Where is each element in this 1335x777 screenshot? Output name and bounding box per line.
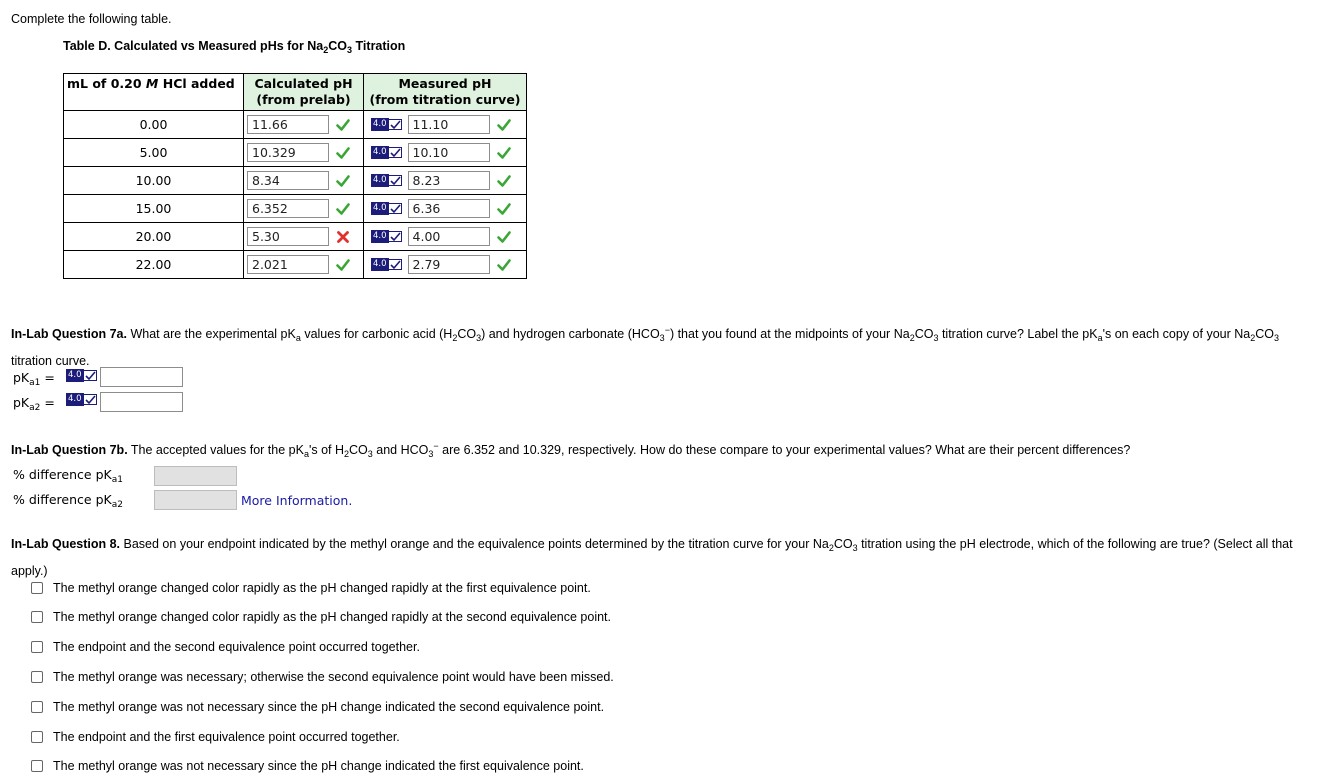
correct-check-icon bbox=[336, 118, 350, 132]
table-row bbox=[64, 223, 527, 251]
correct-check-icon bbox=[497, 146, 511, 160]
version-badge: 4.0 bbox=[371, 258, 402, 271]
correct-check-icon bbox=[336, 146, 350, 160]
checkbox[interactable] bbox=[31, 671, 43, 683]
q8-option-label: The methyl orange was necessary; otherwise the second equivalence point would have been missed. bbox=[53, 670, 614, 684]
version-badge: 4.0 bbox=[371, 174, 402, 187]
diff-pka1-input[interactable] bbox=[154, 466, 237, 486]
pka2-version-badge: 4.0 bbox=[66, 393, 97, 406]
correct-check-icon bbox=[497, 202, 511, 216]
version-badge: 4.0 bbox=[371, 118, 402, 131]
q8-option[interactable] bbox=[31, 700, 604, 714]
table-row bbox=[64, 251, 527, 279]
correct-check-icon bbox=[336, 258, 350, 272]
checkbox[interactable] bbox=[31, 701, 43, 713]
header-measured-ph: Measured pH (from titration curve) bbox=[364, 74, 527, 111]
checkbox[interactable] bbox=[31, 731, 43, 743]
table-title: Table D. Calculated vs Measured pHs for $Na_2CO_3$ Titration bbox=[63, 39, 406, 55]
pka1-label: $pK_{a1}$ = bbox=[13, 370, 55, 388]
calculated-ph-input[interactable]: 6.352 bbox=[247, 199, 329, 218]
correct-check-icon bbox=[497, 258, 511, 272]
ml-hcl-cell: 5.00 bbox=[64, 139, 244, 167]
table-row bbox=[64, 167, 527, 195]
incorrect-x-icon bbox=[336, 230, 350, 244]
q8-option[interactable] bbox=[31, 640, 420, 654]
q8-option-label: The endpoint and the first equivalence point occurred together. bbox=[53, 730, 400, 744]
q8-option-label: The methyl orange was not necessary since the pH change indicated the second equivalence point. bbox=[53, 700, 605, 714]
q8-option[interactable] bbox=[31, 670, 614, 684]
q8-option-label: The endpoint and the second equivalence point occurred together. bbox=[53, 640, 420, 654]
measured-ph-input[interactable]: 2.79 bbox=[408, 255, 490, 274]
table-row bbox=[64, 139, 527, 167]
q8-option[interactable] bbox=[31, 581, 591, 595]
q8-option[interactable] bbox=[31, 610, 611, 624]
correct-check-icon bbox=[497, 174, 511, 188]
more-information-link[interactable]: More Information. bbox=[241, 493, 353, 508]
q8-option[interactable] bbox=[31, 759, 584, 773]
intro-text: Complete the following table. bbox=[11, 12, 172, 26]
checkbox[interactable] bbox=[31, 582, 43, 594]
calculated-ph-input[interactable]: 2.021 bbox=[247, 255, 329, 274]
calculated-ph-input[interactable]: 10.329 bbox=[247, 143, 329, 162]
measured-ph-input[interactable]: 4.00 bbox=[408, 227, 490, 246]
correct-check-icon bbox=[336, 174, 350, 188]
ml-hcl-cell: 22.00 bbox=[64, 251, 244, 279]
q7b-text: In-Lab Question 7b. The accepted values for the $pK_a's$ of $H_2CO_3$ and $HCO_3^-$ are 6.352 and 10.329, respectively. How do these compare to your experimental values? What are their percent differences? bbox=[11, 441, 1131, 459]
q8-label: In-Lab Question 8. bbox=[11, 537, 121, 551]
version-badge: 4.0 bbox=[371, 202, 402, 215]
q8-option-label: The methyl orange changed color rapidly as the pH changed rapidly at the first equivalence point. bbox=[53, 581, 591, 595]
correct-check-icon bbox=[497, 230, 511, 244]
q7b-label: In-Lab Question 7b. bbox=[11, 443, 128, 457]
calculated-ph-input[interactable]: 8.34 bbox=[247, 171, 329, 190]
table-row bbox=[64, 195, 527, 223]
pka2-input[interactable] bbox=[100, 392, 183, 412]
checkbox[interactable] bbox=[31, 611, 43, 623]
q8-option[interactable] bbox=[31, 730, 400, 744]
ml-hcl-cell: 15.00 bbox=[64, 195, 244, 223]
correct-check-icon bbox=[497, 118, 511, 132]
ml-hcl-cell: 20.00 bbox=[64, 223, 244, 251]
pka1-input[interactable] bbox=[100, 367, 183, 387]
diff-pka1-label: % difference $pK_{a1}$ bbox=[13, 467, 123, 485]
titration-table bbox=[63, 73, 527, 279]
q7a-text: In-Lab Question 7a. What are the experimental $pK_a$ values for carbonic acid $(H_2CO_3)$ and hydrogen carbonate $(HCO_3^-)$ that you found at the midpoints of your $Na_2CO_3$ titration curve? Label the $pK_a's$ on each copy of your $Na_2CO_3$ titration curve. bbox=[11, 325, 1279, 368]
q7a-label: In-Lab Question 7a. bbox=[11, 327, 127, 341]
correct-check-icon bbox=[336, 202, 350, 216]
header-calculated-ph: Calculated pH (from prelab) bbox=[244, 74, 364, 111]
measured-ph-input[interactable]: 6.36 bbox=[408, 199, 490, 218]
checkbox[interactable] bbox=[31, 641, 43, 653]
diff-pka2-label: % difference $pK_{a2}$ bbox=[13, 492, 123, 510]
version-badge: 4.0 bbox=[371, 146, 402, 159]
q8-option-label: The methyl orange was not necessary since the pH change indicated the first equivalence point. bbox=[53, 759, 584, 773]
calculated-ph-input[interactable]: 11.66 bbox=[247, 115, 329, 134]
pka2-label: $pK_{a2}$ = bbox=[13, 395, 55, 413]
ml-hcl-cell: 0.00 bbox=[64, 111, 244, 139]
pka1-version-badge: 4.0 bbox=[66, 369, 97, 382]
version-badge: 4.0 bbox=[371, 230, 402, 243]
ml-hcl-cell: 10.00 bbox=[64, 167, 244, 195]
header-ml-hcl: mL of 0.20 M HCl added bbox=[64, 74, 244, 111]
calculated-ph-input[interactable]: 5.30 bbox=[247, 227, 329, 246]
q8-text: In-Lab Question 8. Based on your endpoint indicated by the methyl orange and the equivalence points determined by the titration curve for your $Na_2CO_3$ titration using the pH electrode, which of the following are true? (Select all that apply.) bbox=[11, 537, 1293, 578]
measured-ph-input[interactable]: 11.10 bbox=[408, 115, 490, 134]
diff-pka2-input[interactable] bbox=[154, 490, 237, 510]
q8-option-label: The methyl orange changed color rapidly as the pH changed rapidly at the second equivalence point. bbox=[53, 610, 611, 624]
measured-ph-input[interactable]: 8.23 bbox=[408, 171, 490, 190]
checkbox[interactable] bbox=[31, 760, 43, 772]
table-row bbox=[64, 111, 527, 139]
measured-ph-input[interactable]: 10.10 bbox=[408, 143, 490, 162]
